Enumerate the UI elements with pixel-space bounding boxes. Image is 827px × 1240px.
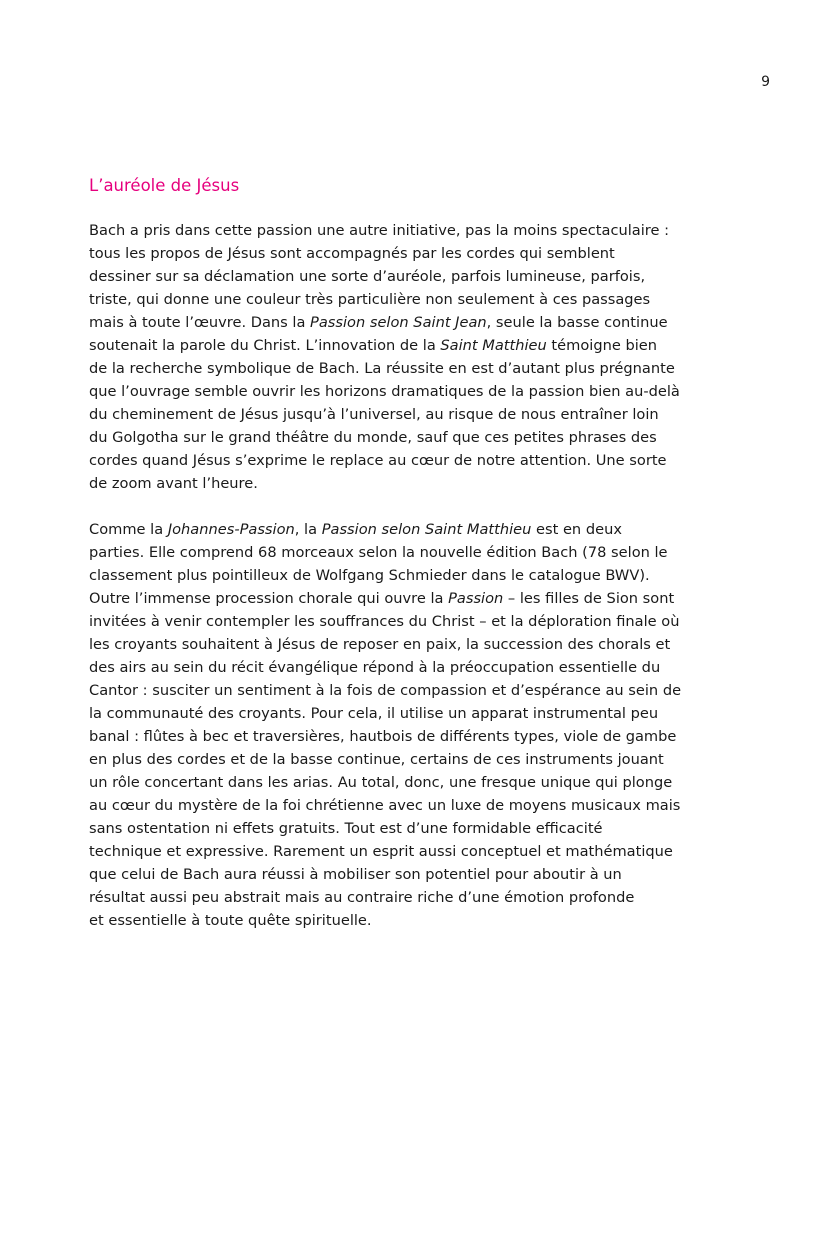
section-heading: L’auréole de Jésus: [89, 176, 240, 195]
text-line: [89, 589, 674, 609]
text-line: [89, 911, 372, 931]
text-run: classement plus pointilleux de Wolfgang Schmieder dans le catalogue BWV).: [89, 567, 650, 584]
text-run: mais à toute l’œuvre. Dans la: [89, 314, 311, 331]
text-line: [89, 267, 645, 287]
text-line: [89, 750, 664, 770]
text-line: [89, 405, 659, 425]
text-line: [89, 612, 679, 632]
italic-title: Passion selon Saint Matthieu: [321, 521, 532, 538]
italic-title: Passion selon Saint Jean: [310, 314, 487, 331]
text-line: [89, 428, 657, 448]
text-run: que celui de Bach aura réussi à mobiliser son potentiel pour aboutir à un: [89, 866, 622, 883]
text-run: tous les propos de Jésus sont accompagnés par les cordes qui semblent: [89, 245, 615, 262]
text-run: , la: [294, 521, 322, 538]
text-run: des airs au sein du récit évangélique répond à la préoccupation essentielle du: [89, 659, 661, 676]
text-run: dessiner sur sa déclamation une sorte d’auréole, parfois lumineuse, parfois,: [89, 268, 646, 285]
text-run: banal : flûtes à bec et traversières, hautbois de différents types, viole de gambe: [89, 728, 677, 745]
text-run: invitées à venir contempler les souffrances du Christ – et la déploration finale où: [89, 613, 680, 630]
text-run: technique et expressive. Rarement un esprit aussi conceptuel et mathématique: [89, 843, 673, 860]
text-line: [89, 313, 668, 333]
text-line: [89, 566, 650, 586]
text-line: [89, 681, 681, 701]
text-line: [89, 635, 670, 655]
text-line: [89, 796, 680, 816]
text-line: [89, 865, 622, 885]
text-line: [89, 474, 258, 494]
text-run: soutenait la parole du Christ. L’innovation de la: [89, 337, 441, 354]
text-run: de zoom avant l’heure.: [89, 475, 258, 492]
italic-title: Passion: [448, 590, 504, 607]
text-line: [89, 244, 615, 264]
text-run: du Golgotha sur le grand théâtre du monde, sauf que ces petites phrases des: [89, 429, 657, 446]
text-run: cordes quand Jésus s’exprime le replace au cœur de notre attention. Une sorte: [89, 452, 667, 469]
text-run: Comme la: [89, 521, 168, 538]
text-run: la communauté des croyants. Pour cela, il utilise un apparat instrumental peu: [89, 705, 659, 722]
text-line: [89, 727, 676, 747]
text-line: [89, 221, 669, 241]
text-line: [89, 819, 603, 839]
text-run: de la recherche symbolique de Bach. La réussite en est d’autant plus prégnante: [89, 360, 675, 377]
text-run: résultat aussi peu abstrait mais au contraire riche d’une émotion profonde: [89, 889, 635, 906]
text-line: [89, 290, 650, 310]
text-line: [89, 773, 672, 793]
text-run: en plus des cordes et de la basse continue, certains de ces instruments jouant: [89, 751, 664, 768]
text-line: [89, 543, 668, 563]
text-line: [89, 451, 667, 471]
text-run: témoigne bien: [546, 337, 658, 354]
text-run: est en deux: [531, 521, 622, 538]
text-run: au cœur du mystère de la foi chrétienne avec un luxe de moyens musicaux mais: [89, 797, 681, 814]
text-line: [89, 658, 660, 678]
italic-title: Johannes-Passion: [167, 521, 295, 538]
text-line: [89, 382, 680, 402]
text-run: que l’ouvrage semble ouvrir les horizons dramatiques de la passion bien au-delà: [89, 383, 680, 400]
text-line: [89, 842, 673, 862]
page-number: 9: [761, 74, 770, 90]
text-run: Outre l’immense procession chorale qui ouvre la: [89, 590, 449, 607]
text-line: [89, 888, 634, 908]
text-run: Cantor : susciter un sentiment à la fois de compassion et d’espérance au sein de: [89, 682, 682, 699]
text-run: sans ostentation ni effets gratuits. Tout est d’une formidable efficacité: [89, 820, 603, 837]
text-run: du cheminement de Jésus jusqu’à l’universel, au risque de nous entraîner loin: [89, 406, 659, 423]
text-run: un rôle concertant dans les arias. Au total, donc, une fresque unique qui plonge: [89, 774, 673, 791]
text-line: [89, 704, 658, 724]
text-line: [89, 359, 675, 379]
text-line: [89, 336, 657, 356]
text-run: les croyants souhaitent à Jésus de reposer en paix, la succession des chorals et: [89, 636, 671, 653]
text-run: triste, qui donne une couleur très particulière non seulement à ces passages: [89, 291, 651, 308]
italic-title: Saint Matthieu: [440, 337, 547, 354]
text-run: Bach a pris dans cette passion une autre initiative, pas la moins spectaculaire :: [89, 222, 669, 239]
text-run: parties. Elle comprend 68 morceaux selon la nouvelle édition Bach (78 selon le: [89, 544, 668, 561]
text-run: et essentielle à toute quête spirituelle.: [89, 912, 372, 929]
text-run: – les filles de Sion sont: [503, 590, 675, 607]
text-run: , seule la basse continue: [486, 314, 668, 331]
text-line: [89, 520, 622, 540]
